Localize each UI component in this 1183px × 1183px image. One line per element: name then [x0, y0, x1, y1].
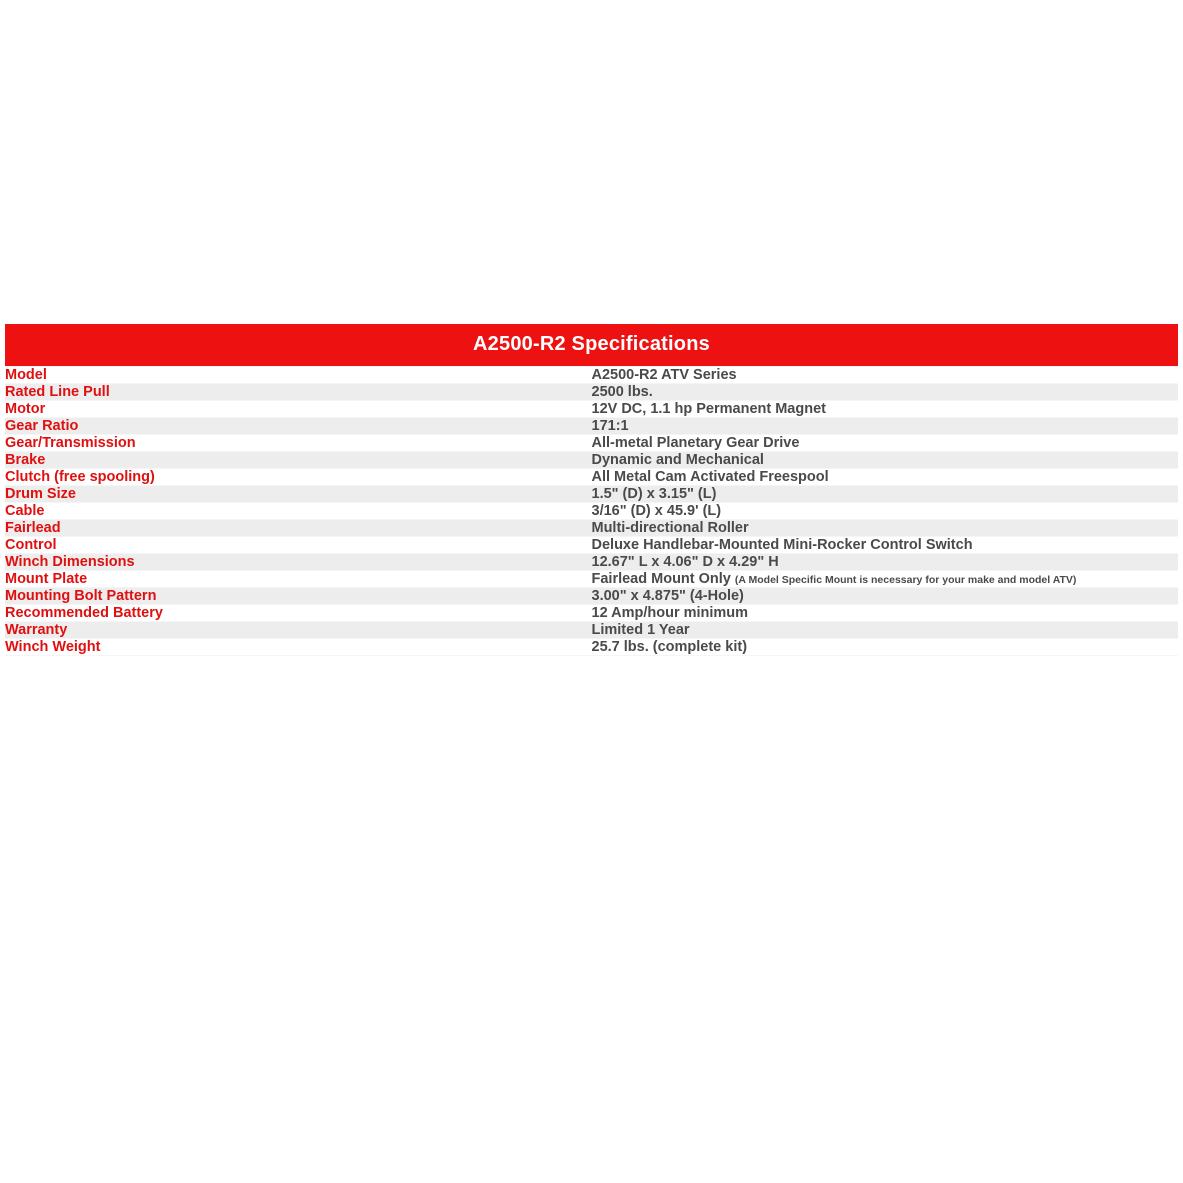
spec-value-text: Deluxe Handlebar-Mounted Mini-Rocker Control Switch — [591, 537, 973, 553]
spec-value — [592, 367, 1179, 384]
spec-value-text: All-metal Planetary Gear Drive — [591, 435, 800, 451]
table-row — [5, 452, 1178, 469]
spec-value-text: 2500 lbs. — [591, 384, 653, 400]
spec-value-text: All Metal Cam Activated Freespool — [591, 469, 829, 485]
table-row — [5, 639, 1178, 656]
spec-label: Fairlead — [5, 520, 592, 537]
spec-label: Mount Plate — [5, 571, 592, 588]
table-row — [5, 554, 1178, 571]
specifications-table-body — [5, 324, 1178, 656]
spec-label: Brake — [5, 452, 592, 469]
spec-value — [592, 571, 1179, 588]
spec-value-text: Fairlead Mount Only — [591, 571, 731, 587]
table-row — [5, 367, 1178, 384]
spec-label: Drum Size — [5, 486, 592, 503]
spec-label: Control — [5, 537, 592, 554]
spec-value — [592, 520, 1179, 537]
table-row — [5, 622, 1178, 639]
spec-value-text: 3/16" (D) x 45.9' (L) — [591, 503, 722, 519]
table-row — [5, 503, 1178, 520]
spec-value — [592, 384, 1179, 401]
table-row — [5, 384, 1178, 401]
spec-label: Motor — [5, 401, 592, 418]
spec-value-text: 12.67" L x 4.06" D x 4.29" H — [591, 554, 779, 570]
spec-label: Gear/Transmission — [5, 435, 592, 452]
table-title-row — [5, 324, 1178, 367]
table-row — [5, 401, 1178, 418]
spec-label: Cable — [5, 503, 592, 520]
spec-label: Winch Dimensions — [5, 554, 592, 571]
spec-value-text: 25.7 lbs. (complete kit) — [591, 639, 748, 655]
spec-value — [592, 435, 1179, 452]
table-row — [5, 469, 1178, 486]
table-row — [5, 435, 1178, 452]
spec-label: Winch Weight — [5, 639, 592, 656]
spec-value-text: 12 Amp/hour minimum — [591, 605, 749, 621]
table-row — [5, 588, 1178, 605]
spec-value-text: 1.5" (D) x 3.15" (L) — [591, 486, 717, 502]
spec-value — [592, 469, 1179, 486]
spec-value-note: (A Model Specific Mount is necessary for your make and model ATV) — [734, 574, 1077, 586]
spec-value-text: Dynamic and Mechanical — [591, 452, 764, 468]
spec-value — [592, 588, 1179, 605]
spec-value — [592, 401, 1179, 418]
spec-value — [592, 486, 1179, 503]
spec-value-text: 3.00" x 4.875" (4-Hole) — [591, 588, 744, 604]
table-row — [5, 418, 1178, 435]
table-row — [5, 486, 1178, 503]
spec-value — [592, 503, 1179, 520]
spec-value — [592, 537, 1179, 554]
spec-value-text: Limited 1 Year — [591, 622, 690, 638]
spec-value — [592, 639, 1179, 656]
specifications-table — [5, 324, 1178, 656]
spec-value-text: 12V DC, 1.1 hp Permanent Magnet — [591, 401, 826, 417]
table-row — [5, 605, 1178, 622]
spec-value — [592, 605, 1179, 622]
table-row — [5, 571, 1178, 588]
spec-value-text: 171:1 — [591, 418, 629, 434]
spec-value-text: Multi-directional Roller — [591, 520, 749, 536]
spec-label: Warranty — [5, 622, 592, 639]
spec-label: Recommended Battery — [5, 605, 592, 622]
table-row — [5, 520, 1178, 537]
spec-value-text: A2500-R2 ATV Series — [591, 367, 737, 383]
spec-value — [592, 418, 1179, 435]
spec-label: Rated Line Pull — [5, 384, 592, 401]
table-title: A2500-R2 Specifications — [5, 324, 1178, 367]
table-row — [5, 537, 1178, 554]
spec-value — [592, 622, 1179, 639]
spec-label: Mounting Bolt Pattern — [5, 588, 592, 605]
spec-label: Gear Ratio — [5, 418, 592, 435]
spec-value — [592, 554, 1179, 571]
spec-label: Clutch (free spooling) — [5, 469, 592, 486]
spec-label: Model — [5, 367, 592, 384]
spec-value — [592, 452, 1179, 469]
